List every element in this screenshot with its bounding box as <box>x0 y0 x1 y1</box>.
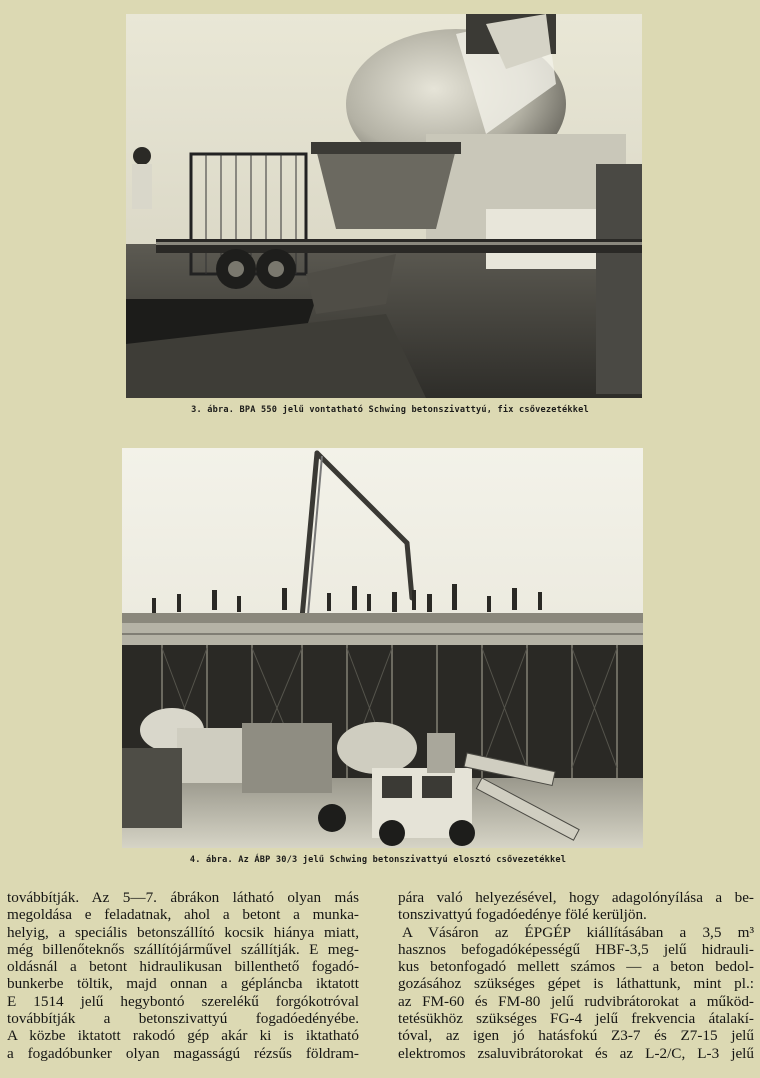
text-column-left <box>7 889 359 1062</box>
text-line: kus betonfogadó mellett számos — a beton bedol- <box>398 958 754 976</box>
figure-4-photo <box>122 448 643 848</box>
text-line: tetésükhöz szükséges FG-4 jelű frekvencia átalakí- <box>398 1010 754 1028</box>
text-line: tóval, az igen jó hatásfokú Z3-7 és Z7-15 jelű <box>398 1027 754 1045</box>
text-line: bunkerbe töltik, majd onnan a gépláncba iktatott <box>7 975 359 993</box>
figure-3-photo <box>126 14 642 398</box>
text-line: a fogadóbunker olyan magasságú rézsűs földram- <box>7 1044 359 1062</box>
text-line: A közbe iktatott rakodó gép akár ki is iktatható <box>7 1027 359 1045</box>
text-line: tonszivattyú fogadóedénye fölé kerüljön. <box>398 906 647 924</box>
text-line: továbbítják a betonszivattyú fogadóedényébe. <box>7 1010 359 1028</box>
text-line: még billenőteknős szállítójárművel szállítják. E meg- <box>7 940 359 958</box>
text-line: helyig, a speciális betonszállító kocsik hiánya miatt, <box>7 923 359 941</box>
text-line: az FM-60 és FM-80 jelű rudvibrátorokat a működ- <box>398 992 754 1010</box>
text-line: továbbítják. Az 5—7. ábrákon látható olyan más <box>7 889 359 906</box>
text-line: elektromos zsaluvibrátorokat és az L-2/C, L-3 jelű <box>398 1044 754 1062</box>
figure-4-caption: 4. ábra. Az ÁBP 30/3 jelű Schwing betonszivattyú elosztó csővezetékkel <box>189 855 567 865</box>
text-line: pára való helyezésével, hogy adagolónyílása a be- <box>398 889 754 906</box>
boom-pump-site-photo <box>122 448 643 848</box>
text-line: gozásához szükséges gépet is láthattunk, mint pl.: <box>398 975 754 993</box>
text-line: hasznos befogadóképességű HBF-3,5 jelű hidrauli- <box>398 940 754 958</box>
figure-3-caption: 3. ábra. BPA 550 jelű vontatható Schwing betonszivattyú, fix csővezetékkel <box>191 405 589 415</box>
text-line: megoldása e feladatnak, ahol a betont a munka- <box>7 906 359 924</box>
concrete-pump-photo <box>126 14 642 398</box>
text-line: oldásnál a betont hidraulikusan billenthető fogadó- <box>7 958 359 976</box>
text-column-right <box>398 889 754 1062</box>
text-line: E 1514 jelű hegybontó szerelékű forgókotróval <box>7 992 359 1010</box>
text-line: A Vásáron az ÉPGÉP kiállításában a 3,5 m³ <box>402 923 754 941</box>
